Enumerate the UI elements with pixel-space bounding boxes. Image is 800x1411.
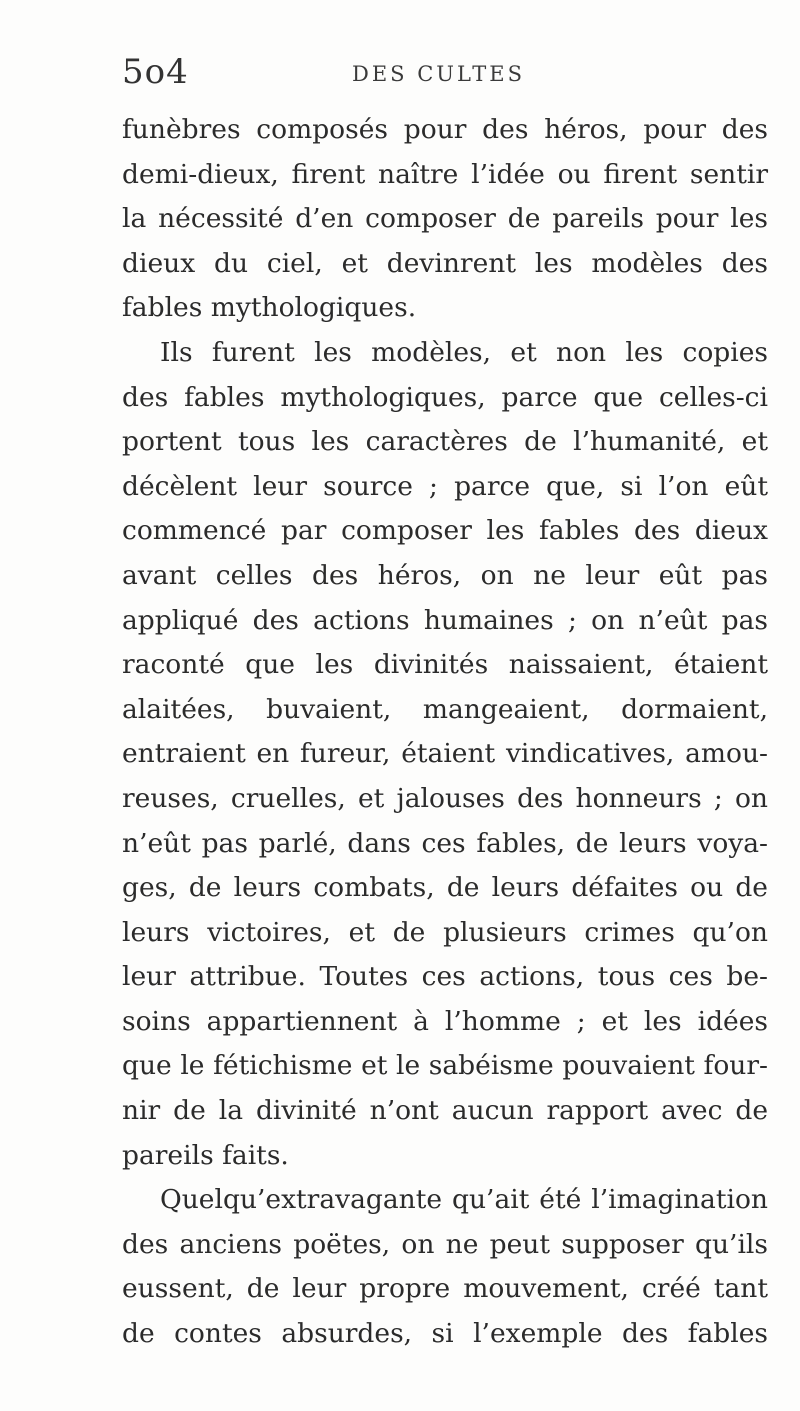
page-header	[122, 52, 762, 96]
text-line: que le fétichisme et le sabéisme pouvaient four-	[122, 1050, 768, 1082]
text-line: reuses, cruelles, et jalouses des honneurs ; on	[122, 782, 768, 814]
text-line: appliqué des actions humaines ; on n’eût pas	[122, 604, 768, 636]
text-line: Quelqu’extravagante qu’ait été l’imagination	[160, 1184, 768, 1216]
text-line: pareils faits.	[122, 1139, 289, 1171]
text-line: dieux du ciel, et devinrent les modèles des	[122, 247, 768, 279]
text-line: Ils furent les modèles, et non les copies	[160, 336, 768, 368]
text-line: des fables mythologiques, parce que celles-ci	[122, 381, 768, 413]
text-line: commencé par composer les fables des dieux	[122, 515, 768, 547]
text-line: entraient en fureur, étaient vindicatives, amou-	[122, 738, 768, 770]
text-line: nir de la divinité n’ont aucun rapport avec de	[122, 1095, 768, 1127]
text-line: portent tous les caractères de l’humanité, et	[122, 426, 768, 458]
text-line: de contes absurdes, si l’exemple des fables	[122, 1318, 768, 1350]
page-number: 5o4	[122, 52, 189, 92]
text-line: n’eût pas parlé, dans ces fables, de leurs voya-	[122, 827, 768, 859]
text-line: demi-dieux, firent naître l’idée ou firent sentir	[122, 158, 768, 190]
text-line: fables mythologiques.	[122, 292, 417, 324]
text-line: avant celles des héros, on ne leur eût pas	[122, 559, 768, 591]
text-line: décèlent leur source ; parce que, si l’on eût	[122, 470, 768, 502]
text-line: funèbres composés pour des héros, pour des	[122, 114, 768, 145]
text-line: la nécessité d’en composer de pareils pour les	[122, 203, 768, 235]
text-line: leurs victoires, et de plusieurs crimes qu’on	[122, 916, 768, 948]
text-line: soins appartiennent à l’homme ; et les idées	[122, 1005, 768, 1037]
text-line: des anciens poëtes, on ne peut supposer qu’ils	[122, 1228, 768, 1260]
text-line: raconté que les divinités naissaient, étaient	[122, 649, 768, 681]
text-line: leur attribue. Toutes ces actions, tous ces be-	[122, 961, 768, 993]
text-line: eussent, de leur propre mouvement, créé tant	[122, 1273, 768, 1305]
text-line: alaitées, buvaient, mangeaient, dormaient,	[122, 693, 768, 725]
text-line: ges, de leurs combats, de leurs défaites ou de	[122, 872, 768, 904]
body-text	[122, 108, 768, 1357]
running-head: DES CULTES	[352, 62, 525, 86]
